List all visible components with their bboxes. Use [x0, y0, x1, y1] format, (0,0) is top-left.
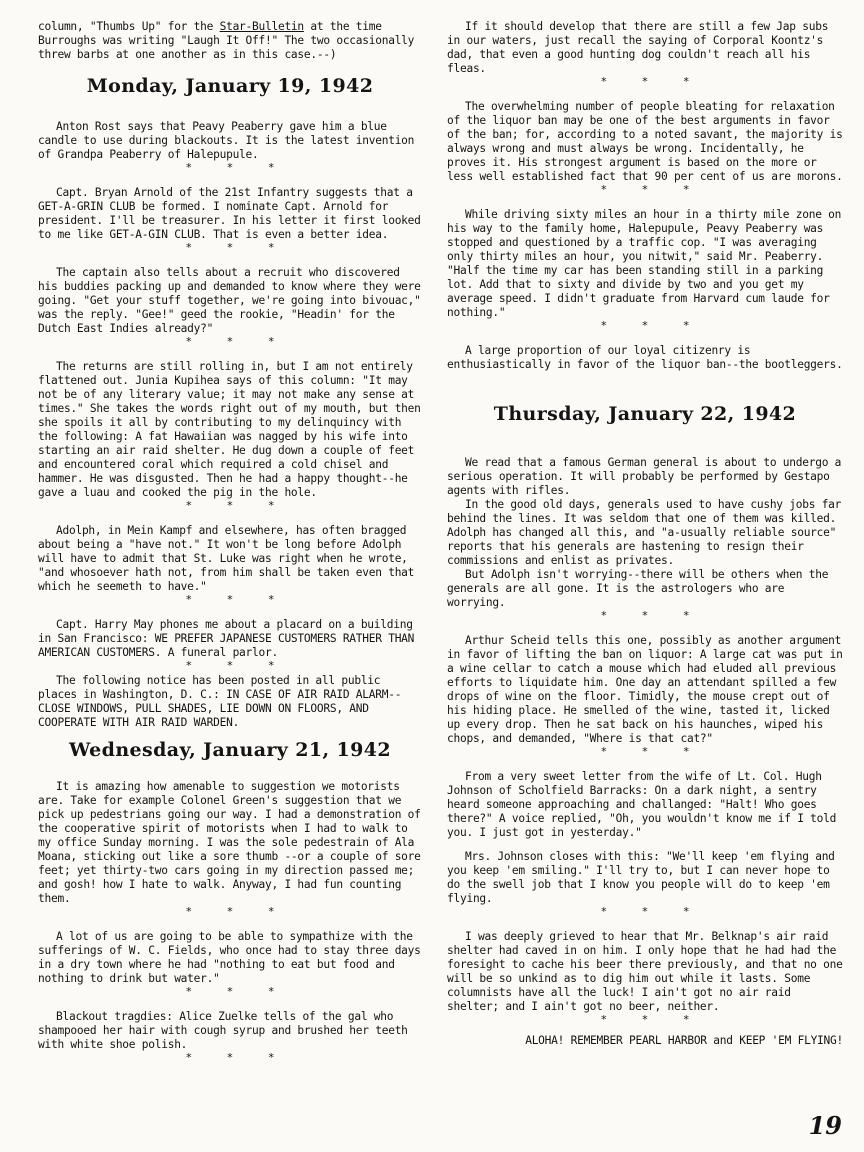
separator-stars: * * * — [185, 161, 289, 174]
heading-thursday: Thursday, January 22, 1942 — [493, 403, 797, 425]
paragraph-mein-kampf: Adolph, in Mein Kampf and elsewhere, has often bragged about being a "have not." It won't be long before Adolph will have to admit that St. Luke was right when he wrote, "and whosoever hath not, from him shall be taken even that which he seemeth to have." — [38, 524, 415, 593]
intro-paragraph — [38, 20, 422, 62]
paragraph-air-raid-shelter: I was deeply grieved to hear that Mr. Belknap's air raid shelter had caved in on him. I only hope that he had had the foresight to cache his beer there previously, and that no one will be so unkind as to dig him out while it lasts. Some columnists have all the luck! I ain't got no air raid shelter; and I ain't got no beer, neither. — [447, 930, 843, 1013]
separator-stars: * * * — [185, 499, 289, 512]
separator-stars: * * * — [600, 905, 704, 918]
separator-stars: * * * — [185, 335, 289, 348]
paragraph-blackout-tragedies: Blackout tragdies: Alice Zuelke tells of the gal who shampooed her hair with cough syrup and brushed her teeth with white shoe polish. — [38, 1010, 408, 1051]
separator-stars: * * * — [600, 745, 704, 758]
separator-stars: * * * — [600, 609, 704, 622]
paragraph-jap-subs: If it should develop that there are still a few Jap subs in our waters, just recall the saying of Corporal Koontz's dad, that even a good hunting dog couldn't reach all his fleas. — [447, 20, 829, 75]
separator-stars: * * * — [600, 75, 704, 88]
paragraph-old-days: In the good old days, generals used to have cushy jobs far behind the lines. It was seldom that one of them was killed. Adolph has changed all this, and "a-usually reliable source" reports that his generals are hastening to resign their commissions and enlist as privates. — [447, 498, 842, 567]
intro-text-start: column, "Thumbs Up" for the — [38, 20, 220, 33]
paragraph-wine-cellar: Arthur Scheid tells this one, possibly as another argument in favor of lifting the ban on liquor: A large cat was put in a wine cellar to catch a mouse which had eluded all previous efforts to liquidate him. One day an attendant spilled a few drops of wine on the floor. Timidly, the mouse crept out of his hiding place. He smelled of the wine, tasted it, licked up every drop. Then he sat back on his haunches, wiped his chops, and demanded, "Where is that cat?" — [447, 634, 843, 745]
paragraph-astrologers: But Adolph isn't worrying--there will be others when the generals are all gone. It is the astrologers who are worrying. — [447, 568, 829, 609]
right-column — [447, 20, 843, 1048]
separator-stars: * * * — [185, 985, 289, 998]
paragraph-bootleggers: A large proportion of our loyal citizenry is enthusiastically in favor of the liquor ban--the bootleggers. — [447, 344, 843, 371]
paragraph-sentry: From a very sweet letter from the wife of Lt. Col. Hugh Johnson of Scholfield Barracks: On a dark night, a sentry heard someone approaching and challanged: "Halt! Who goes there?" A voice replied, "Oh, you wouldn't know me if I told you. I just got in yesterday." — [447, 770, 837, 839]
closing-slogan: ALOHA! REMEMBER PEARL HARBOR and KEEP 'EM FLYING! — [525, 1034, 843, 1047]
left-column — [38, 20, 422, 1066]
heading-wednesday: Wednesday, January 21, 1942 — [68, 739, 392, 761]
paragraph-air-raid-notice: The following notice has been posted in all public places in Washington, D. C.: IN CASE OF AIR RAID ALARM--CLOSE WINDOWS, PULL SHADES, LIE DOWN ON FLOORS, AND COOPERATE WITH AIR RAID WARDEN. — [38, 674, 402, 729]
paragraph-placard: Capt. Harry May phones me about a placard on a building in San Francisco: WE PREFER JAPANESE CUSTOMERS RATHER THAN AMERICAN CUSTOMERS. A funeral parlor. — [38, 618, 415, 659]
paragraph-keep-em-flying: Mrs. Johnson closes with this: "We'll keep 'em flying and you keep 'em smiling." I'll try to, but I can never hope to do the swell job that I know you people will do to keep 'em flying. — [447, 850, 835, 905]
paragraph-get-a-grin: Capt. Bryan Arnold of the 21st Infantry suggests that a GET-A-GRIN CLUB be formed. I nominate Capt. Arnold for president. I'll be treasurer. In his letter it first looked to me like GET-A-GIN CLUB. That is even a better idea. — [38, 186, 421, 241]
paragraph-wc-fields: A lot of us are going to be able to sympathize with the sufferings of W. C. Fields, who once had to stay three days in a dry town where he had "nothing to eat but food and nothing to drink but water." — [38, 930, 421, 985]
page-number: 19 — [808, 1111, 842, 1140]
intro-text-end: at the time Burroughs was writing "Laugh It Off!" The two occasionally threw barbs at one another as in this case.--) — [38, 20, 415, 61]
separator-stars: * * * — [600, 183, 704, 196]
paragraph-returns: The returns are still rolling in, but I am not entirely flattened out. Junia Kupihea says of this column: "It may not be of any literary value; it may not make any sense at times." She takes the words right out of my mouth, but then she spoils it all by contributing to my delinquincy with the following: A fat Hawaiian was nagged by his wife into starting an air raid shelter. He dug down a couple of feet and encountered coral which required a cold chisel and hammer. He was disgusted. Then he had a happy thought--he gave a luau and cooked the pig in the hole. — [38, 360, 421, 499]
paragraph-motorists: It is amazing how amenable to suggestion we motorists are. Take for example Colonel Green's suggestion that we pick up pedestrians going our way. I had a demonstration of the cooperative spirit of motorists when I had to walk to my office Sunday morning. I was the sole pedestrain of Ala Moana, sticking out like a sore thumb --or a couple of sore feet; yet thirty-two cars going in my direction passed me; and gosh! how I hate to walk. Anyway, I had fun counting them. — [38, 780, 421, 905]
heading-monday: Monday, January 19, 1942 — [86, 75, 374, 97]
paragraph-liquor-ban: The overwhelming number of people bleating for relaxation of the liquor ban may be one of the best arguments in favor of the ban; for, according to a noted savant, the majority is always wrong and must always be wrong. Incidentally, he proves it. His strongest argument is based on the more or less well established fact that 90 per cent of us are morons. — [447, 100, 843, 183]
star-bulletin-title: Star-Bulletin — [219, 20, 304, 33]
separator-stars: * * * — [600, 319, 704, 332]
paragraph-traffic-cop: While driving sixty miles an hour in a thirty mile zone on his way to the family home, Halepupule, Peavy Peaberry was stopped and questioned by a traffic cop. "I was averaging only thirty miles an hour, you nitwit," said Mr. Peaberry. "Half the time my car has been standing still in a parking lot. Add that to sixty and divide by two and you get my average speed. I didn't graduate from Harvard cum laude for nothing." — [447, 208, 842, 319]
paragraph-bivouac: The captain also tells about a recruit who discovered his buddies packing up and demanded to know where they were going. "Get your stuff together, we're going into bivouac," was the reply. "Gee!" geed the rookie, "Headin' for the Dutch East Indies already?" — [38, 266, 421, 335]
separator-stars: * * * — [185, 593, 289, 606]
separator-stars: * * * — [185, 905, 289, 918]
paragraph-german-general: We read that a famous German general is about to undergo a serious operation. It will probably be performed by Gestapo agents with rifles. — [447, 456, 842, 497]
separator-stars: * * * — [185, 1051, 289, 1064]
paragraph-blue-candle: Anton Rost says that Peavy Peaberry gave him a blue candle to use during blackouts. It is the latest invention of Grandpa Peaberry of Halepupule. — [38, 120, 415, 161]
separator-stars: * * * — [185, 241, 289, 254]
separator-stars: * * * — [600, 1013, 704, 1026]
separator-stars: * * * — [185, 659, 289, 672]
